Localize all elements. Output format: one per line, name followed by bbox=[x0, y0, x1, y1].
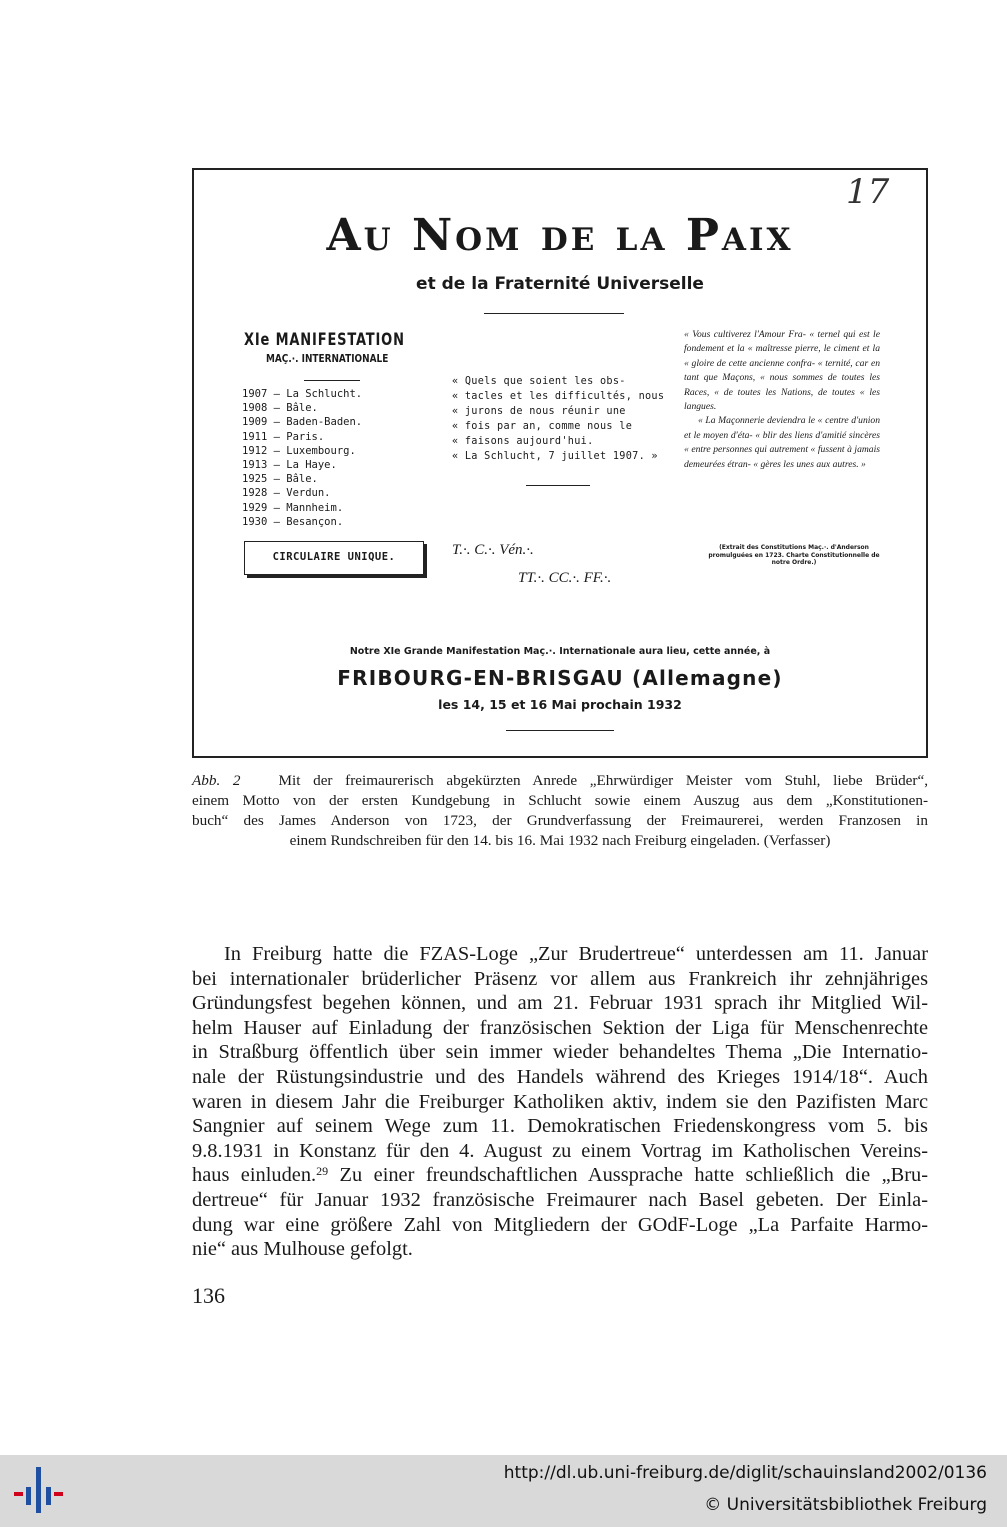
text-line: 9.8.1931 in Konstanz für den 4. August zu einem Vortrag im Katholischen Vereins- bbox=[192, 1139, 928, 1162]
city-heading: FRIBOURG-EN-BRISGAU (Allemagne) bbox=[337, 666, 783, 690]
list-item: 1913 — La Haye. bbox=[242, 459, 337, 472]
quote-paragraph: « Vous cultiverez l'Amour Fra- « ternel qui est le fondement et la « maîtresse pierre, le ciment et la « gloire de cette ancienne confra- « ternité, car en tant que Maçons, « nous sommes de toutes les Races, « de toutes les Nations, de toutes « les langues. bbox=[684, 329, 880, 413]
text-line: Sangnier auf seinem Wege zum 11. Demokratischen Friedenskongress vom 5. bis bbox=[192, 1115, 928, 1138]
divider bbox=[304, 380, 360, 381]
text-line: helm Hauser auf Einladung der französischen Sektion der Liga für Menschenrechte bbox=[192, 1016, 928, 1039]
list-item: 1912 — Luxembourg. bbox=[242, 444, 356, 457]
page-number: 136 bbox=[192, 1283, 225, 1308]
quote-line: « jurons de nous réunir une bbox=[452, 406, 626, 417]
library-logo-icon bbox=[14, 1465, 64, 1515]
list-item: 1909 — Baden-Baden. bbox=[242, 416, 363, 429]
figure-title: Au Nom de la Paix bbox=[326, 210, 794, 261]
text-line bbox=[192, 1163, 928, 1188]
divider bbox=[526, 485, 590, 486]
text-line: nie“ aus Mulhouse gefolgt. bbox=[192, 1238, 413, 1261]
event-dates: les 14, 15 et 16 Mai prochain 1932 bbox=[438, 697, 682, 712]
text-fragment: Zu einer freundschaftlichen Aussprache hatte schließlich die „Bru- bbox=[328, 1164, 928, 1187]
motto-quote bbox=[452, 374, 667, 464]
text-line: Gründungsfest begehen können, und am 21. Februar 1931 sprach ihr Mitglied Wil- bbox=[192, 992, 928, 1015]
quote-line: « tacles et les difficultés, nous bbox=[452, 391, 665, 402]
copyright-notice: © Universitätsbibliothek Freiburg bbox=[704, 1495, 987, 1515]
salutation-abbrev: T.·. C.·. Vén.·. bbox=[452, 542, 534, 558]
text-line: In Freiburg hatte die FZAS-Loge „Zur Brudertreue“ unterdessen am 11. Januar bbox=[224, 943, 928, 965]
divider bbox=[484, 313, 624, 314]
salutation-abbrev: TT.·. CC.·. FF.·. bbox=[518, 570, 612, 586]
figure-caption bbox=[192, 771, 928, 851]
caption-line: Mit der freimaurerisch abgekürzten Anrede „Ehrwürdiger Meister vom Stuhl, liebe Brüder“, bbox=[278, 772, 929, 789]
manifestation-title: XIe MANIFESTATION bbox=[244, 330, 405, 350]
quote-paragraph: « La Maçonnerie deviendra le « centre d'union et le moyen d'éta- « blir des liens d'amitié sincères « entre personnes qui autrement « fussent à jamais demeurées étran- « gères les unes aux autres. » bbox=[684, 415, 880, 470]
manifestation-block bbox=[242, 330, 442, 529]
footnote-marker[interactable]: 29 bbox=[316, 1164, 329, 1179]
handwritten-mark: 17 bbox=[846, 172, 890, 212]
text-line: dung war eine größere Zahl von Mitgliedern der GOdF-Loge „La Parfaite Harmo- bbox=[192, 1213, 928, 1236]
caption-line: einem Rundschreiben für den 14. bis 16. Mai 1932 nach Freiburg eingeladen. (Verfasser) bbox=[289, 832, 831, 849]
text-line: dertreue“ für Januar 1932 französische Freimaurer nach Basel gebeten. Der Einla- bbox=[192, 1188, 928, 1211]
quote-line: « fois par an, comme nous le bbox=[452, 421, 633, 432]
list-item: 1925 — Bâle. bbox=[242, 473, 318, 486]
text-line: waren in diesem Jahr die Freiburger Katholiken aktiv, indem sie den Pazifisten Marc bbox=[192, 1090, 928, 1113]
source-url-link[interactable]: http://dl.ub.uni-freiburg.de/diglit/schauinsland2002/0136 bbox=[503, 1463, 987, 1483]
caption-label: Abb. 2 bbox=[192, 772, 241, 789]
figure-subtitle: et de la Fraternité Universelle bbox=[416, 274, 704, 294]
text-fragment: haus einluden. bbox=[192, 1164, 317, 1187]
caption-line: einem Motto von der ersten Kundgebung in Schlucht sowie einem Auszug aus dem „Konstitutionen- bbox=[192, 792, 928, 809]
circular-label: CIRCULAIRE UNIQUE. bbox=[244, 541, 424, 575]
list-item: 1908 — Bâle. bbox=[242, 402, 318, 415]
list-item: 1911 — Paris. bbox=[242, 430, 325, 443]
text-line: bei internationaler brüderlicher Präsenz vor allem aus Frankreich ihr zehnjähriges bbox=[192, 967, 928, 990]
quote-line: « Quels que soient les obs- bbox=[452, 376, 626, 387]
quote-line: « La Schlucht, 7 juillet 1907. » bbox=[452, 451, 658, 462]
list-item: 1907 — La Schlucht. bbox=[242, 388, 363, 400]
quote-line: « faisons aujourd'hui. bbox=[452, 436, 594, 447]
caption-line: buch“ des James Anderson von 1723, der Grundverfassung der Freimaurerei, werden Franzosen in bbox=[192, 812, 928, 829]
footer-bar bbox=[0, 1455, 1007, 1527]
list-item: 1928 — Verdun. bbox=[242, 487, 331, 500]
manifestation-subtitle: MAÇ.·. INTERNATIONALE bbox=[266, 353, 389, 365]
figure-frame bbox=[192, 168, 928, 758]
constitution-quote bbox=[684, 328, 880, 472]
text-line: in Straßburg öffentlich über sein immer wieder behandeltes Thema „Die Internatio- bbox=[192, 1041, 928, 1064]
divider bbox=[506, 730, 614, 731]
list-item: 1929 — Mannheim. bbox=[242, 501, 344, 514]
years-list bbox=[242, 387, 442, 529]
list-item: 1930 — Besançon. bbox=[242, 515, 344, 528]
text-line: nale der Rüstungsindustrie und des Handels während des Krieges 1914/18“. Auch bbox=[192, 1065, 928, 1088]
notice-text: Notre XIe Grande Manifestation Maç.·. Internationale aura lieu, cette année, à bbox=[349, 646, 771, 657]
body-paragraph bbox=[192, 942, 928, 1262]
source-note: (Extrait des Constitutions Maç.·. d'Anderson promulguées en 1723. Charte Constitutionnelle de notre Ordre.) bbox=[708, 544, 880, 566]
